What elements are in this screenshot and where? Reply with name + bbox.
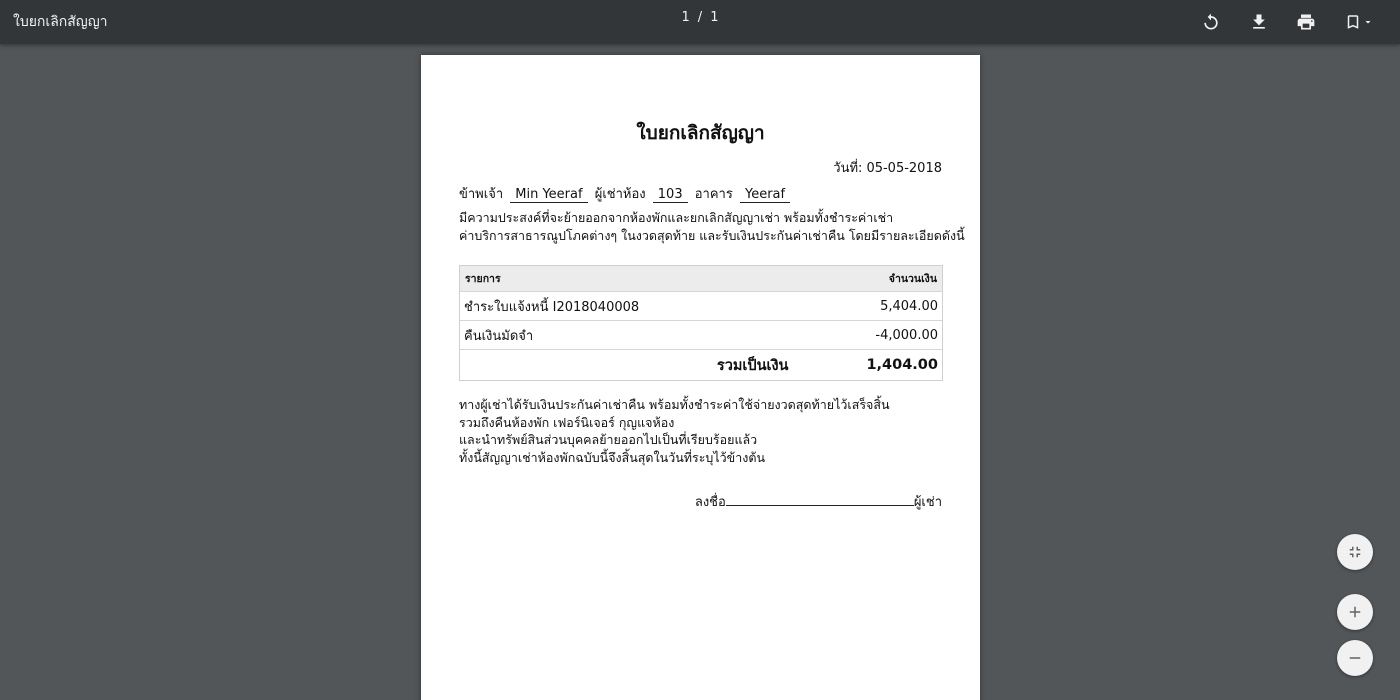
settlement-table — [459, 265, 943, 381]
table-header — [460, 266, 942, 292]
page-indicator — [0, 10, 1400, 25]
date-value: 05-05-2018 — [866, 161, 942, 176]
bookmark-button[interactable] — [1341, 8, 1377, 36]
zoom-in-button[interactable] — [1337, 594, 1373, 630]
note-line: รวมถึงคืนห้องพัก เฟอร์นิเจอร์ กุญแจห้อง — [459, 414, 675, 430]
paragraph-line: ค่าบริการสาธารณูปโภคต่างๆ ในงวดสุดท้าย และรับเงินประกันค่าเช่าคืน โดยมีรายละเอียดดังนี้ — [459, 228, 965, 243]
signature-line — [695, 491, 942, 512]
row-item: คืนเงินมัดจำ — [464, 328, 534, 344]
total-value: 1,404.00 — [866, 357, 938, 373]
building-name: Yeeraf — [740, 187, 790, 203]
rotate-icon — [1201, 12, 1221, 32]
header-item: รายการ — [465, 273, 501, 285]
row-amount: 5,404.00 — [880, 298, 938, 314]
total-label: รวมเป็นเงิน — [716, 357, 789, 374]
date-line — [833, 157, 942, 178]
print-button[interactable] — [1292, 8, 1320, 36]
date-label: วันที่: — [833, 161, 863, 176]
row-amount: -4,000.00 — [875, 327, 938, 343]
table-row — [460, 321, 942, 350]
table-total-row — [460, 350, 942, 380]
tenant-line — [459, 183, 793, 204]
notes-paragraph — [459, 396, 890, 466]
print-icon — [1296, 12, 1316, 32]
row-item: ชำระใบแจ้งหนี้ I2018040008 — [464, 299, 640, 315]
zoom-in-icon — [1346, 603, 1364, 621]
note-line: และนำทรัพย์สินส่วนบุคคลย้ายออกไปเป็นที่เรียบร้อยแล้ว — [459, 432, 758, 447]
note-line: ทั้งนี้สัญญาเช่าห้องพักฉบับนี้จึงสิ้นสุดในวันที่ระบุไว้ข้างต้น — [459, 449, 765, 465]
page-heading: ใบยกเลิกสัญญา — [636, 122, 765, 144]
tenant-name: Min Yeeraf — [510, 187, 587, 203]
document-title: ใบยกเลิกสัญญา — [13, 14, 108, 30]
building-label: อาคาร — [694, 187, 733, 202]
intro-paragraph — [459, 209, 965, 245]
sign-role: ผู้เช่า — [913, 495, 942, 510]
total-pages: 1 — [710, 10, 719, 25]
table-row — [460, 292, 942, 321]
room-number: 103 — [653, 187, 688, 203]
download-icon — [1249, 12, 1269, 32]
rotate-button[interactable] — [1197, 8, 1225, 36]
sign-label: ลงชื่อ — [694, 495, 726, 510]
page-separator: / — [697, 10, 703, 25]
zoom-out-icon — [1346, 649, 1364, 667]
zoom-out-button[interactable] — [1337, 640, 1373, 676]
fit-page-icon — [1346, 543, 1364, 561]
fit-page-button[interactable] — [1337, 534, 1373, 570]
signature-blank — [726, 494, 914, 506]
chevron-down-icon — [1362, 12, 1374, 32]
note-line: ทางผู้เช่าได้รับเงินประกันค่าเช่าคืน พร้อมทั้งชำระค่าใช้จ่ายงวดสุดท้ายไว้เสร็จสิ้น — [459, 397, 890, 412]
pdf-toolbar — [0, 0, 1400, 44]
tenant-prefix: ข้าพเจ้า — [459, 187, 504, 202]
pdf-page — [421, 55, 980, 700]
bookmark-icon — [1344, 12, 1362, 32]
current-page[interactable]: 1 — [681, 10, 690, 25]
header-amount: จำนวนเงิน — [888, 273, 937, 285]
download-button[interactable] — [1245, 8, 1273, 36]
room-label: ผู้เช่าห้อง — [594, 187, 646, 202]
paragraph-line: มีความประสงค์ที่จะย้ายออกจากห้องพักและยกเลิกสัญญาเช่า พร้อมทั้งชำระค่าเช่า — [459, 210, 894, 225]
